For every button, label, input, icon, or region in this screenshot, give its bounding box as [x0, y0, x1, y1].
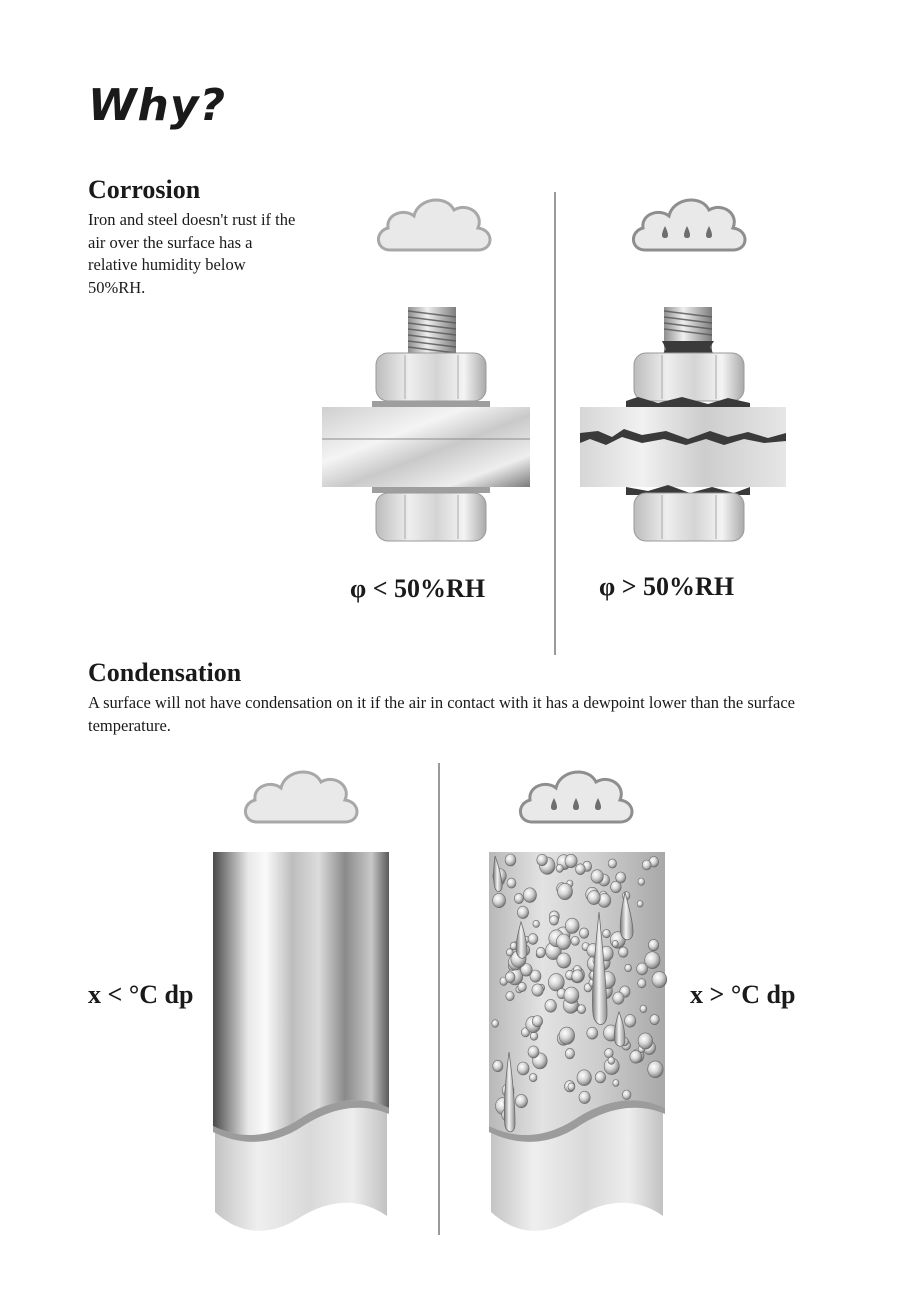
water-droplet: [648, 1061, 663, 1078]
water-droplet: [638, 878, 645, 885]
water-droplet: [625, 1015, 636, 1028]
pipe-condensation-icon: [487, 852, 669, 1236]
condensation-text: A surface will not have condensation on it if the air in contact with it has a dewpoint lower than the surface temperature.: [88, 693, 795, 735]
water-droplet: [588, 891, 601, 905]
water-droplet: [568, 1083, 575, 1091]
water-droplet: [558, 883, 573, 899]
water-droplet: [616, 872, 626, 883]
water-droplet: [556, 864, 563, 872]
water-droplet: [652, 971, 667, 987]
water-droplet: [638, 979, 646, 988]
water-droplet: [595, 1072, 605, 1083]
water-droplet: [536, 947, 545, 957]
corrosion-heading: Corrosion: [88, 175, 201, 204]
water-droplet: [608, 1057, 615, 1065]
water-droplet: [638, 1033, 653, 1049]
water-droplet: [528, 1046, 539, 1058]
rain-cloud-icon: [627, 188, 753, 258]
bolt-clean-icon: [320, 305, 532, 545]
corrosion-divider: [554, 192, 556, 655]
water-droplet: [619, 947, 629, 957]
water-droplet: [550, 915, 559, 925]
water-droplet: [545, 999, 557, 1012]
water-droplet: [650, 1015, 659, 1025]
water-droplet: [507, 878, 516, 888]
water-droplet: [517, 1062, 529, 1075]
water-droplet: [630, 1050, 642, 1063]
condensation-right-label: x > °C dp: [690, 980, 796, 1009]
water-droplet: [532, 984, 543, 996]
water-droplet: [493, 1060, 503, 1071]
water-droplet: [515, 1094, 527, 1107]
water-droplet: [532, 1016, 542, 1027]
water-droplet: [591, 870, 603, 884]
water-droplet: [612, 940, 618, 947]
water-droplet: [625, 964, 632, 972]
cloud-icon: [239, 760, 365, 830]
water-droplet: [622, 1090, 631, 1100]
water-droplet: [505, 854, 516, 866]
bolt-rusty-icon: [578, 305, 790, 545]
corrosion-text: Iron and steel doesn't rust if the air over the surface has a relative humidity below 50%RH.: [88, 210, 296, 297]
water-droplet: [613, 992, 624, 1004]
water-droplet: [640, 1005, 647, 1013]
water-droplet: [587, 1027, 598, 1039]
water-droplet: [613, 1080, 619, 1087]
water-droplet: [565, 1048, 574, 1058]
water-droplet: [529, 1073, 537, 1081]
water-droplet: [492, 1020, 499, 1028]
condensation-divider: [438, 763, 440, 1235]
condensation-left-label: x < °C dp: [88, 980, 194, 1009]
water-droplet: [517, 906, 528, 918]
water-droplet: [648, 939, 658, 950]
water-droplet: [577, 1070, 591, 1086]
rain-cloud-icon: [514, 760, 640, 830]
water-droplet: [518, 982, 527, 991]
water-droplet: [645, 952, 660, 969]
water-droplet: [559, 1027, 575, 1044]
water-droplet: [557, 953, 571, 968]
water-droplet: [578, 1005, 586, 1014]
water-droplet: [571, 936, 579, 945]
condensation-heading: Condensation: [88, 658, 242, 687]
page-title: Why?: [88, 80, 227, 131]
water-droplet: [637, 901, 643, 908]
water-droplet: [576, 864, 586, 875]
water-droplet: [572, 970, 583, 983]
water-droplet: [493, 893, 506, 907]
cloud-icon: [372, 188, 498, 258]
corrosion-left-label: φ < 50%RH: [350, 574, 486, 603]
water-droplet: [514, 893, 523, 903]
water-droplet: [523, 888, 536, 903]
water-droplet: [564, 987, 579, 1003]
water-droplet: [603, 929, 611, 937]
water-droplet: [556, 934, 570, 950]
water-droplet: [505, 972, 515, 983]
water-droplet: [579, 1091, 590, 1103]
water-droplet: [579, 928, 588, 938]
corrosion-right-label: φ > 50%RH: [599, 572, 735, 601]
water-droplet: [530, 1032, 538, 1040]
pipe-dry-icon: [211, 852, 393, 1236]
water-droplet: [528, 934, 538, 945]
water-droplet: [533, 920, 540, 927]
water-droplet: [565, 854, 577, 867]
water-droplet: [642, 860, 651, 870]
water-droplet: [506, 992, 514, 1001]
water-droplet: [608, 859, 616, 868]
water-droplet: [537, 854, 548, 866]
water-droplet: [565, 918, 579, 933]
